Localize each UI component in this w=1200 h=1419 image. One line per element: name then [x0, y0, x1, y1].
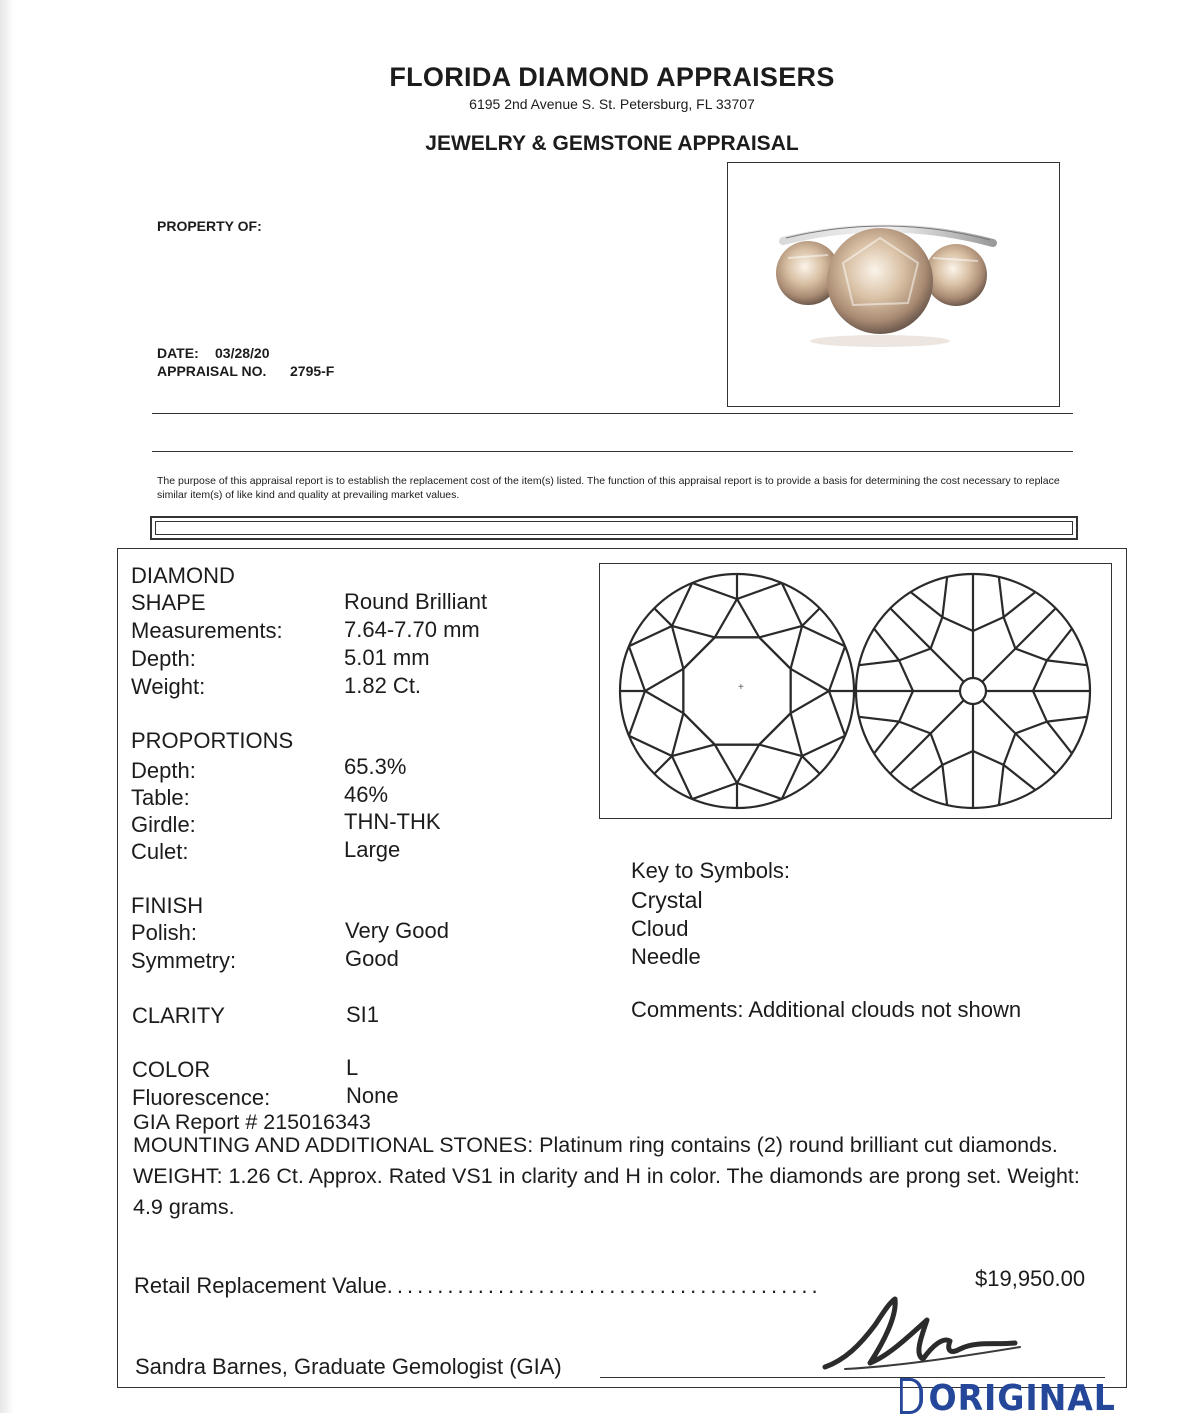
original-stamp: ORIGINAL [900, 1378, 1116, 1419]
star-facet [672, 713, 715, 756]
key-item-crystal: Crystal [631, 887, 703, 913]
lower-girdle-edge [1047, 722, 1072, 754]
pavilion-facet-edge [973, 733, 1015, 765]
diamond-heading: DIAMOND [131, 563, 235, 588]
facet-edge [629, 691, 645, 736]
pavilion-facet-edge [1015, 691, 1047, 733]
facet-edge [829, 691, 845, 736]
star-facet [759, 713, 802, 756]
star-facet [715, 599, 759, 637]
lower-girdle-edge [874, 629, 899, 661]
lower-girdle-edge [1047, 629, 1072, 661]
facet-edge [782, 583, 802, 626]
pavilion-facet-edge [1015, 649, 1047, 691]
facet-edge [802, 608, 820, 626]
inclusion-mark: + [738, 682, 744, 693]
separator-rule [152, 451, 1073, 452]
ring-photo-frame [727, 162, 1060, 407]
gia-report-number: GIA Report # 215016343 [133, 1110, 371, 1134]
culet-value: Large [344, 837, 401, 862]
facet-edge [654, 756, 672, 774]
replacement-value-line [134, 1273, 822, 1299]
lower-girdle-edge [999, 577, 1004, 617]
facet-edge [654, 608, 672, 626]
polish-value: Very Good [345, 918, 449, 943]
replacement-value-amount: $19,950.00 [975, 1266, 1086, 1291]
lower-girdle-edge [911, 592, 943, 617]
facet-edge [672, 583, 692, 626]
facet-edge [629, 736, 672, 756]
facet-edge [692, 583, 737, 599]
star-facet [791, 669, 829, 713]
girdle-label: Girdle: [131, 812, 196, 837]
proportion-depth-value: 65.3% [344, 754, 407, 779]
clarity-plot-box [599, 563, 1112, 819]
clarity-label: CLARITY [132, 1003, 225, 1028]
color-value: L [346, 1055, 359, 1080]
lower-girdle-edge [1047, 660, 1087, 665]
culet-label: Culet: [131, 839, 189, 864]
date-value: 03/28/20 [215, 345, 270, 361]
pavilion-facet-edge [899, 691, 931, 733]
mounting-description: MOUNTING AND ADDITIONAL STONES: Platinum ring contains (2) round brilliant cut diamonds. WEIGHT: 1.26 Ct. Approx. Rated VS1 in clarity and H in color. The diamonds are prong set. Weight: 4.9 grams. [133, 1133, 1080, 1219]
facet-edge [802, 626, 845, 646]
purpose-statement: The purpose of this appraisal report is to establish the replacement cost of the item(s) listed. The function of this appraisal report is to provide a basis for determining the cost necessary to replace similar item(s) of like kind and quality at prevailing market values. [157, 475, 1060, 501]
weight-label: Weight: [131, 674, 206, 699]
proportions-heading: PROPORTIONS [131, 728, 294, 753]
company-address: 6195 2nd Avenue S. St. Petersburg, FL 33707 [469, 96, 755, 112]
double-rule-band [150, 516, 1078, 540]
facet-edge [802, 736, 845, 756]
comments: Comments: Additional clouds not shown [631, 997, 1022, 1022]
pavilion-main-edge [890, 700, 964, 774]
lower-girdle-edge [859, 717, 899, 722]
facet-edge [629, 626, 672, 646]
finish-heading: FINISH [131, 893, 204, 918]
star-facet [672, 626, 715, 669]
pavilion-main-edge [982, 608, 1056, 682]
color-label: COLOR [132, 1057, 211, 1082]
girdle-value: THN-THK [344, 809, 441, 834]
date-label: DATE: [157, 345, 199, 361]
lower-girdle-edge [1004, 592, 1036, 617]
lower-girdle-edge [874, 722, 899, 754]
replacement-value-label: Retail Replacement Value [134, 1273, 387, 1298]
facet-edge [782, 756, 802, 799]
key-title: Key to Symbols: [631, 858, 790, 883]
star-facet [645, 669, 683, 713]
appraisal-no-value: 2795-F [290, 363, 335, 379]
table-value: 46% [344, 782, 389, 807]
fluorescence-value: None [346, 1083, 399, 1108]
leader-dots: ........................................... [386, 1273, 822, 1298]
company-name: FLORIDA DIAMOND APPRAISERS [389, 62, 835, 92]
facet-edge [737, 583, 782, 599]
measurements-label: Measurements: [131, 618, 283, 643]
weight-value: 1.82 Ct. [344, 673, 422, 698]
symmetry-label: Symmetry: [131, 948, 237, 973]
appraiser-name: Sandra Barnes, Graduate Gemologist (GIA) [135, 1354, 562, 1379]
culet [960, 678, 986, 704]
key-item-cloud: Cloud [631, 916, 689, 941]
facet-edge [692, 783, 737, 799]
lower-girdle-edge [859, 660, 899, 665]
facet-edge [737, 783, 782, 799]
polish-label: Polish: [131, 920, 198, 945]
clarity-plot [600, 564, 1111, 818]
pavilion-diagram [856, 574, 1090, 808]
key-item-needle: Needle [631, 944, 701, 969]
pavilion-facet-edge [931, 617, 973, 649]
ring-photo [728, 163, 1059, 406]
facet-edge [829, 646, 845, 691]
pavilion-facet-edge [899, 649, 931, 691]
clarity-value: SI1 [346, 1002, 380, 1027]
lower-girdle-edge [942, 765, 947, 805]
facet-edge [629, 646, 645, 691]
pavilion-main-edge [982, 700, 1056, 774]
pavilion-main-edge [890, 608, 964, 682]
measurements-value: 7.64-7.70 mm [344, 617, 480, 642]
property-label: PROPERTY OF: [157, 218, 262, 234]
diamond-depth-label: Depth: [131, 646, 196, 671]
facet-edge [672, 756, 692, 799]
diamond-depth-value: 5.01 mm [344, 645, 430, 670]
separator-rule [152, 413, 1073, 414]
lower-girdle-edge [942, 577, 947, 617]
fluorescence-label: Fluorescence: [132, 1085, 271, 1110]
shape-label: SHAPE [131, 590, 206, 615]
lower-girdle-edge [911, 765, 943, 790]
pavilion-facet-edge [931, 733, 973, 765]
document-title: JEWELRY & GEMSTONE APPRAISAL [425, 132, 799, 155]
scan-edge [0, 0, 14, 1413]
signature [815, 1285, 1035, 1385]
pavilion-facet-edge [973, 617, 1015, 649]
shape-value: Round Brilliant [344, 589, 488, 614]
lower-girdle-edge [1004, 765, 1036, 790]
table-label: Table: [131, 785, 190, 810]
lower-girdle-edge [999, 765, 1004, 805]
proportion-depth-label: Depth: [131, 758, 196, 783]
symmetry-value: Good [345, 946, 399, 971]
lower-girdle-edge [1047, 717, 1087, 722]
facet-edge [802, 756, 820, 774]
appraisal-no-label: APPRAISAL NO. [157, 363, 267, 379]
star-facet [759, 626, 802, 669]
crown-diagram [620, 574, 854, 808]
star-facet [715, 745, 759, 783]
